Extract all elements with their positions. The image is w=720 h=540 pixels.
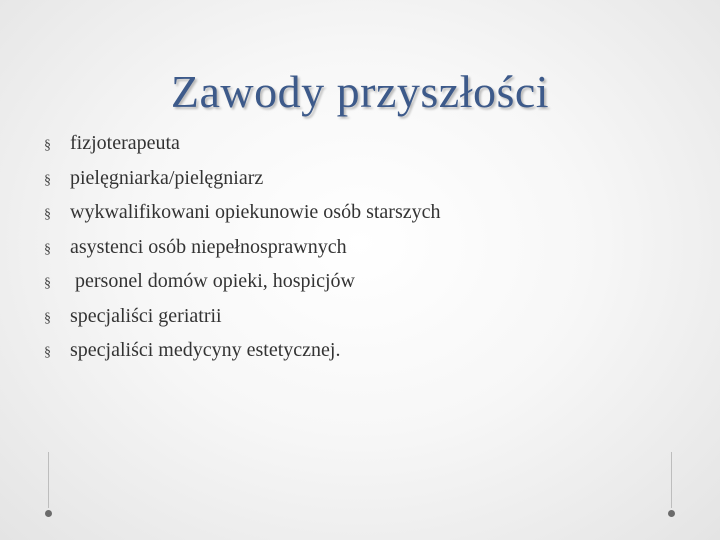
right-decorative-dot — [668, 510, 675, 517]
list-item-text: fizjoterapeuta — [70, 132, 180, 154]
list-item — [44, 270, 440, 305]
right-decorative-rule — [671, 452, 672, 508]
list-item-text: specjaliści medycyny estetycznej. — [70, 339, 341, 361]
left-decorative-dot — [45, 510, 52, 517]
list-item — [44, 305, 440, 340]
bullet-symbol-icon: § — [44, 276, 51, 291]
bullet-symbol-icon: § — [44, 345, 51, 360]
list-item-text: pielęgniarka/pielęgniarz — [70, 166, 264, 189]
bullet-list — [44, 132, 440, 374]
list-item-text: personel domów opieki, hospicjów — [70, 270, 355, 292]
list-item — [44, 132, 440, 167]
left-decorative-rule — [48, 452, 49, 508]
bullet-symbol-icon: § — [44, 241, 51, 257]
list-item — [44, 236, 440, 271]
list-item-text: specjaliści geriatrii — [70, 304, 222, 327]
bullet-symbol-icon: § — [44, 310, 51, 326]
list-item — [44, 201, 440, 236]
list-item-text: wykwalifikowani opiekunowie osób starszych — [70, 201, 441, 223]
bullet-symbol-icon: § — [44, 207, 51, 222]
list-item-text: asystenci osób niepełnosprawnych — [70, 235, 347, 258]
bullet-symbol-icon: § — [44, 172, 51, 188]
bullet-symbol-icon: § — [44, 138, 51, 153]
slide-title: Zawody przyszłości — [170, 66, 550, 117]
list-item — [44, 167, 440, 202]
list-item — [44, 339, 440, 374]
